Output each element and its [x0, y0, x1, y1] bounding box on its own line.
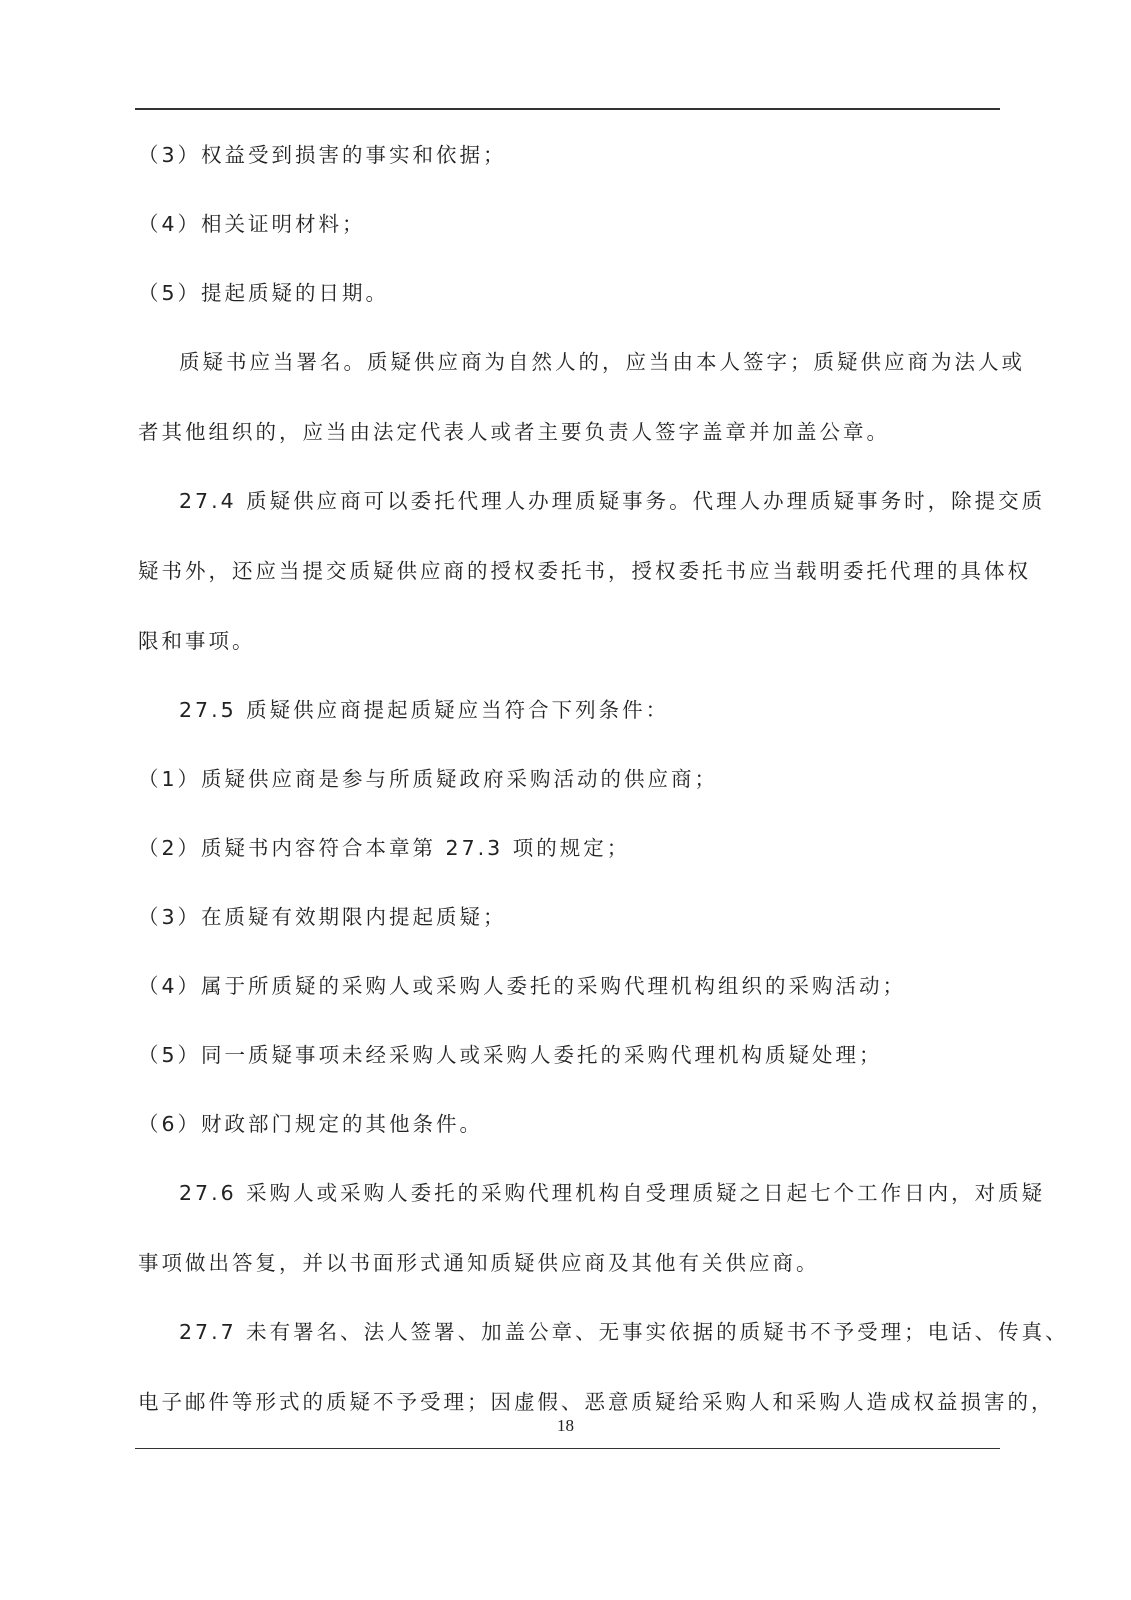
- text-line: （5）同一质疑事项未经采购人或采购人委托的采购代理机构质疑处理；: [138, 1043, 883, 1067]
- text-line: 27.6 采购人或采购人委托的采购代理机构自受理质疑之日起七个工作日内，对质疑: [179, 1181, 1046, 1205]
- text-line: 27.4 质疑供应商可以委托代理人办理质疑事务。代理人办理质疑事务时，除提交质: [179, 489, 1046, 513]
- paragraph-27-5: [138, 693, 998, 727]
- text-line: 电子邮件等形式的质疑不予受理；因虚假、恶意质疑给采购人和采购人造成权益损害的，: [138, 1390, 1055, 1414]
- condition-item-1: [138, 762, 998, 796]
- text-line: 疑书外，还应当提交质疑供应商的授权委托书，授权委托书应当载明委托代理的具体权: [138, 559, 1031, 583]
- text-line: （5）提起质疑的日期。: [138, 281, 390, 305]
- text-line: 27.5 质疑供应商提起质疑应当符合下列条件：: [179, 698, 670, 722]
- list-item-4-evidence: [138, 207, 998, 241]
- text-line: （3）权益受到损害的事实和依据；: [138, 143, 507, 167]
- footer-rule: [135, 1448, 1000, 1449]
- text-line: （2）质疑书内容符合本章第 27.3 项的规定；: [138, 836, 631, 860]
- text-line: 事项做出答复，并以书面形式通知质疑供应商及其他有关供应商。: [138, 1251, 820, 1275]
- text-line: 者其他组织的，应当由法定代表人或者主要负责人签字盖章并加盖公章。: [138, 420, 890, 444]
- header-rule: [135, 108, 1000, 110]
- text-line: （4）属于所质疑的采购人或采购人委托的采购代理机构组织的采购活动；: [138, 974, 907, 998]
- document-body: [138, 138, 1069, 1419]
- condition-item-3: [138, 900, 998, 934]
- text-line: 27.7 未有署名、法人签署、加盖公章、无事实依据的质疑书不予受理；电话、传真、: [179, 1320, 1069, 1344]
- page-number: 18: [557, 1416, 574, 1435]
- list-item-5-date: [138, 276, 998, 310]
- text-line: 限和事项。: [138, 629, 256, 653]
- text-line: （4）相关证明材料；: [138, 212, 366, 236]
- paragraph-27-7: [138, 1315, 1069, 1419]
- condition-item-2: [138, 831, 998, 865]
- text-line: （6）财政部门规定的其他条件。: [138, 1112, 484, 1136]
- paragraph-signature: [138, 345, 1025, 449]
- text-line: 质疑书应当署名。质疑供应商为自然人的，应当由本人签字；质疑供应商为法人或: [179, 350, 1025, 374]
- condition-item-4: [138, 969, 998, 1003]
- condition-item-5: [138, 1038, 998, 1072]
- condition-item-6: [138, 1107, 998, 1141]
- text-line: （1）质疑供应商是参与所质疑政府采购活动的供应商；: [138, 767, 719, 791]
- list-item-3-rights-harm: [138, 138, 998, 172]
- paragraph-27-4: [138, 484, 1046, 658]
- paragraph-27-6: [138, 1176, 1046, 1280]
- text-line: （3）在质疑有效期限内提起质疑；: [138, 905, 507, 929]
